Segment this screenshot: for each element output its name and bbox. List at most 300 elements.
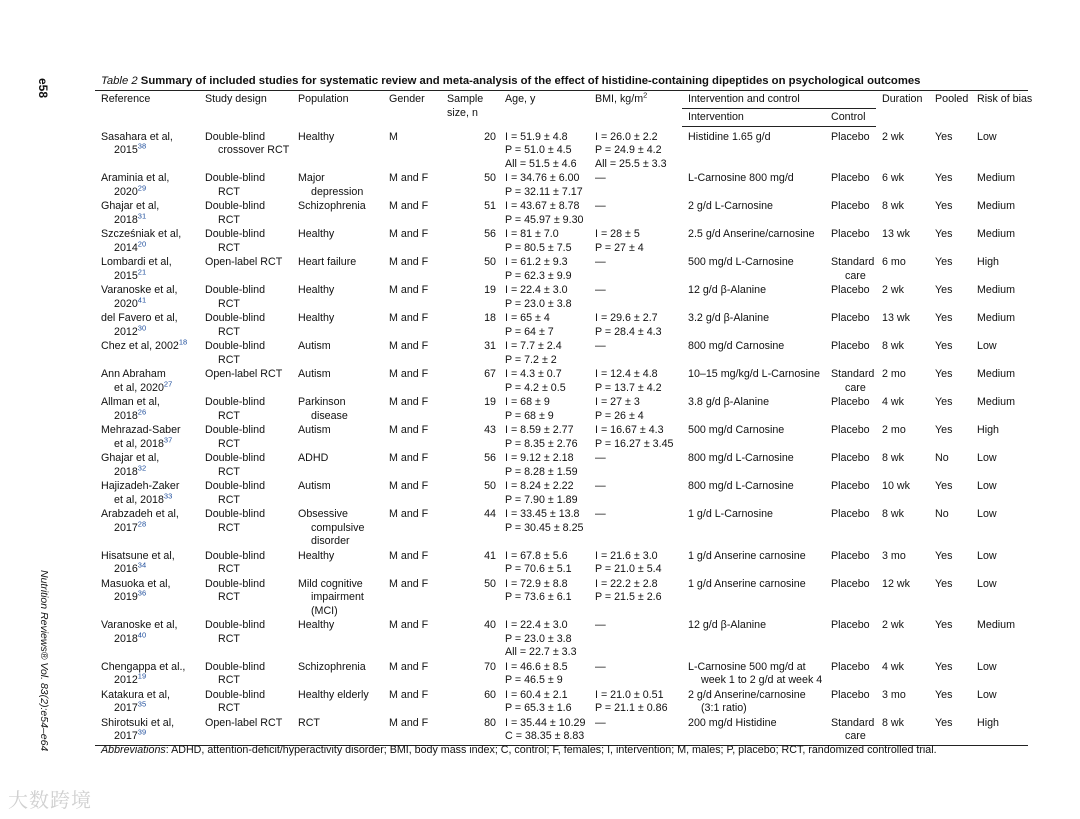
- table-row: [95, 619, 1028, 661]
- cell-control: Placebo: [831, 549, 870, 562]
- citation-link[interactable]: 27: [163, 378, 173, 388]
- cell-gender: M and F: [389, 480, 429, 492]
- col-pooled: Pooled: [929, 91, 971, 127]
- citation-link[interactable]: 19: [137, 671, 147, 681]
- cell-gender: M and F: [389, 228, 429, 240]
- citation-link[interactable]: 35: [137, 699, 147, 709]
- journal-footer: Nutrition Reviews® Vol. 83(2):e54–e64: [38, 570, 50, 752]
- cell-pooled: Yes: [935, 688, 953, 701]
- col-duration: Duration: [876, 91, 929, 127]
- cell-bmi: —: [595, 619, 606, 631]
- cell-gender: M and F: [389, 619, 429, 631]
- citation-link[interactable]: 37: [163, 434, 173, 444]
- col-gender: Gender: [383, 91, 441, 127]
- table-row: [95, 340, 1028, 368]
- cell-reference: Chez et al, 2002$^{18}$: [101, 337, 188, 352]
- cell-study-design: Open-label RCT: [205, 368, 283, 380]
- cell-bmi: —: [595, 452, 606, 464]
- table-row: [95, 368, 1028, 396]
- cell-duration: 2 wk: [882, 284, 904, 296]
- cell-gender: M and F: [389, 424, 429, 436]
- cell-pooled: Yes: [935, 396, 953, 408]
- cell-reference: Hisatsune et al, 2016$^{34}$: [101, 549, 175, 575]
- col-reference: Reference: [95, 91, 199, 127]
- cell-control: Placebo: [831, 396, 870, 408]
- table-row: [95, 284, 1028, 312]
- cell-control: Placebo: [831, 619, 870, 631]
- cell-pooled: Yes: [935, 619, 953, 631]
- cell-control: Placebo: [831, 200, 870, 212]
- cell-study-design: Open-label RCT: [199, 717, 292, 746]
- cell-control: Placebo: [831, 228, 870, 240]
- cell-study-design: Double-blind RCT: [205, 396, 266, 422]
- cell-reference: Lombardi et al, 2015$^{21}$: [101, 256, 172, 282]
- cell-age: I = 35.44 ± 10.29 C = 38.35 ± 8.83: [499, 717, 589, 746]
- cell-control: Placebo: [831, 312, 870, 324]
- cell-gender: M and F: [389, 508, 429, 520]
- cell-risk-of-bias: Low: [977, 452, 997, 464]
- cell-gender: M and F: [389, 368, 429, 380]
- cell-study-design: Open-label RCT: [205, 256, 283, 268]
- table-row: [95, 508, 1028, 550]
- cell-population: Obsessive compulsive disorder: [298, 508, 365, 547]
- cell-pooled: Yes: [935, 312, 953, 324]
- cell-intervention: 2 g/d Anserine/carnosine (3:1 ratio): [688, 688, 806, 714]
- cell-age: I = 72.9 ± 8.8 P = 73.6 ± 6.1: [505, 577, 572, 603]
- caption-text: Summary of included studies for systematic review and meta-analysis of the effect of histidine-containing dipeptides on psychological outcomes: [140, 75, 921, 87]
- cell-reference: Ghajar et al, 2018$^{32}$: [101, 452, 160, 478]
- cell-intervention: 2 g/d L-Carnosine: [688, 200, 773, 212]
- cell-population: Mild cognitive impairment (MCI): [298, 577, 364, 617]
- table-row: [95, 661, 1028, 689]
- cell-duration: 8 wk: [882, 340, 904, 352]
- cell-age: I = 46.6 ± 8.5 P = 46.5 ± 9: [505, 660, 568, 686]
- cell-population: Autism: [298, 480, 331, 492]
- cell-pooled: No: [935, 508, 949, 520]
- citation-link[interactable]: 26: [137, 406, 147, 416]
- cell-gender: M and F: [389, 312, 429, 324]
- cell-age: I = 68 ± 9 P = 68 ± 9: [505, 396, 554, 422]
- table-header: [95, 90, 1033, 127]
- cell-bmi: —: [595, 660, 606, 673]
- cell-risk-of-bias: Low: [977, 549, 997, 562]
- cell-pooled: No: [935, 452, 949, 464]
- cell-duration: 3 mo: [882, 549, 906, 562]
- cell-gender: M and F: [389, 256, 429, 268]
- cell-gender: M and F: [389, 200, 429, 212]
- cell-age: I = 9.12 ± 2.18 P = 8.28 ± 1.59: [505, 452, 578, 478]
- cell-population: RCT: [292, 717, 383, 746]
- cell-reference: Araminia et al, 2020$^{29}$: [101, 172, 170, 198]
- cell-risk-of-bias: Medium: [977, 172, 1016, 184]
- cell-intervention: L-Carnosine 500 mg/d at week 1 to 2 g/d at week 4: [688, 660, 823, 686]
- cell-bmi: —: [589, 717, 682, 746]
- cell-sample-size: 44: [484, 508, 496, 520]
- cell-age: I = 34.76 ± 6.00 P = 32.11 ± 7.17: [505, 172, 583, 198]
- cell-duration: 8 wk: [882, 508, 904, 520]
- cell-reference: Allman et al, 2018$^{26}$: [101, 396, 160, 422]
- cell-risk-of-bias: Medium: [977, 312, 1016, 324]
- cell-sample-size: 43: [484, 424, 496, 436]
- cell-population: Autism: [298, 368, 331, 380]
- cell-intervention: 500 mg/d Carnosine: [688, 424, 785, 436]
- cell-pooled: Yes: [935, 256, 953, 268]
- cell-pooled: Yes: [935, 660, 953, 673]
- cell-risk-of-bias: Low: [977, 688, 997, 701]
- cell-pooled: Yes: [935, 549, 953, 562]
- citation-link[interactable]: 18: [178, 337, 188, 347]
- cell-sample-size: 80: [441, 717, 499, 746]
- abbreviations-label: Abbreviations: [101, 744, 166, 756]
- table-row: [95, 312, 1028, 340]
- col-intervention-and-control: Intervention and control: [682, 91, 876, 109]
- cell-risk-of-bias: Medium: [977, 619, 1016, 631]
- cell-duration: 2 wk: [882, 619, 904, 631]
- cell-bmi: —: [595, 172, 606, 184]
- cell-population: Autism: [298, 340, 331, 352]
- cell-intervention: 200 mg/d Histidine: [682, 717, 825, 746]
- cell-reference: Masuoka et al, 2019$^{36}$: [101, 577, 171, 603]
- cell-study-design: Double-blind RCT: [205, 660, 266, 686]
- cell-pooled: Yes: [935, 172, 953, 184]
- cell-study-design: Double-blind RCT: [205, 424, 266, 450]
- studies-table: [95, 90, 1033, 746]
- cell-sample-size: 56: [484, 228, 496, 240]
- col-population: Population: [292, 91, 383, 127]
- cell-reference: Szcześniak et al, 2014$^{20}$: [101, 228, 182, 254]
- cell-duration: 8 wk: [882, 452, 904, 464]
- cell-control: Placebo: [831, 340, 870, 352]
- col-study-design: Study design: [199, 91, 292, 127]
- cell-bmi: —: [595, 256, 606, 268]
- cell-bmi: I = 29.6 ± 2.7 P = 28.4 ± 4.3: [595, 312, 662, 338]
- cell-intervention: 2.5 g/d Anserine/carnosine: [688, 228, 815, 240]
- cell-pooled: Yes: [935, 284, 953, 296]
- cell-sample-size: 70: [484, 660, 496, 673]
- cell-pooled: Yes: [935, 424, 953, 436]
- table-caption: [101, 75, 1031, 87]
- cell-gender: M and F: [389, 452, 429, 464]
- cell-age: I = 43.67 ± 8.78 P = 45.97 ± 9.30: [505, 200, 584, 226]
- cell-reference: Katakura et al, 2017$^{35}$: [101, 688, 170, 714]
- cell-population: Autism: [298, 424, 331, 436]
- table-body: [95, 127, 1028, 746]
- cell-duration: 8 wk: [876, 717, 929, 746]
- cell-population: Parkinson disease: [298, 396, 348, 422]
- abbreviations-footnote: [101, 744, 1021, 756]
- cell-control: Placebo: [831, 577, 870, 590]
- cell-study-design: Double-blind RCT: [205, 284, 266, 310]
- cell-reference: Ann Abraham et al, 2020$^{27}$: [101, 368, 173, 394]
- citation-link[interactable]: 41: [137, 294, 147, 304]
- cell-duration: 13 wk: [882, 312, 910, 324]
- citation-link[interactable]: 36: [137, 588, 147, 598]
- citation-link[interactable]: 34: [137, 560, 147, 570]
- cell-population: Healthy elderly: [298, 688, 369, 701]
- col-intervention: Intervention: [682, 108, 825, 127]
- col-age: Age, y: [499, 91, 589, 127]
- cell-bmi: I = 27 ± 3 P = 26 ± 4: [595, 396, 644, 422]
- cell-gender: M and F: [389, 284, 429, 296]
- cell-risk-of-bias: High: [977, 424, 999, 436]
- cell-age: I = 61.2 ± 9.3 P = 62.3 ± 9.9: [505, 256, 572, 282]
- citation-link[interactable]: 40: [137, 629, 147, 639]
- cell-study-design: Double-blind RCT: [205, 340, 266, 366]
- cell-study-design: Double-blind RCT: [205, 452, 266, 478]
- cell-study-design: Double-blind RCT: [205, 549, 266, 575]
- cell-intervention: Histidine 1.65 g/d: [688, 131, 771, 143]
- cell-study-design: Double-blind RCT: [205, 200, 266, 226]
- cell-reference: Varanoske et al, 2018$^{40}$: [101, 619, 178, 645]
- citation-link[interactable]: 21: [137, 266, 147, 276]
- cell-population: ADHD: [298, 452, 329, 464]
- cell-bmi: —: [595, 340, 606, 352]
- cell-control: Standard care: [831, 368, 875, 394]
- cell-risk-of-bias: Low: [977, 660, 997, 673]
- cell-age: I = 33.45 ± 13.8 P = 30.45 ± 8.25: [505, 508, 584, 534]
- cell-bmi: —: [595, 508, 606, 520]
- table-row: [95, 424, 1028, 452]
- cell-risk-of-bias: Medium: [977, 228, 1016, 240]
- cell-age: I = 8.24 ± 2.22 P = 7.90 ± 1.89: [505, 480, 578, 506]
- citation-link[interactable]: 28: [137, 518, 147, 528]
- cell-study-design: Double-blind crossover RCT: [205, 130, 290, 156]
- cell-sample-size: 50: [484, 256, 496, 268]
- citation-link[interactable]: 38: [137, 141, 147, 151]
- cell-control: Placebo: [831, 688, 870, 701]
- cell-bmi: I = 16.67 ± 4.3 P = 16.27 ± 3.45: [595, 424, 674, 450]
- cell-age: I = 60.4 ± 2.1 P = 65.3 ± 1.6: [505, 688, 572, 714]
- cell-risk-of-bias: Medium: [977, 284, 1016, 296]
- cell-reference: Sasahara et al, 2015$^{38}$: [101, 130, 173, 156]
- col-control: Control: [825, 108, 876, 127]
- cell-sample-size: 18: [484, 312, 496, 324]
- cell-pooled: Yes: [935, 480, 953, 492]
- cell-sample-size: 67: [484, 368, 496, 380]
- cell-sample-size: 56: [484, 452, 496, 464]
- cell-study-design: Double-blind RCT: [205, 228, 266, 254]
- cell-age: I = 65 ± 4 P = 64 ± 7: [505, 312, 554, 338]
- table-row: [95, 550, 1028, 578]
- cell-gender: M: [389, 130, 398, 143]
- cell-duration: 12 wk: [882, 577, 910, 590]
- cell-age: I = 22.4 ± 3.0 P = 23.0 ± 3.8 All = 22.7 ± 3.3: [505, 619, 577, 658]
- cell-study-design: Double-blind RCT: [205, 172, 266, 198]
- cell-duration: 2 wk: [882, 130, 904, 143]
- cell-duration: 4 wk: [882, 396, 904, 408]
- col-bmi: BMI, $kg/m^2$: [589, 91, 682, 127]
- cell-age: I = 81 ± 7.0 P = 80.5 ± 7.5: [505, 228, 572, 254]
- cell-population: Healthy: [298, 228, 335, 240]
- table-row: [95, 480, 1028, 508]
- cell-intervention: 12 g/d β-Alanine: [688, 619, 767, 631]
- cell-population: Healthy: [298, 130, 335, 143]
- cell-gender: M and F: [389, 688, 429, 701]
- cell-control: Placebo: [831, 508, 870, 520]
- cell-sample-size: 20: [484, 130, 496, 143]
- cell-age: I = 67.8 ± 5.6 P = 70.6 ± 5.1: [505, 549, 572, 575]
- citation-link[interactable]: 32: [137, 462, 147, 472]
- cell-sample-size: 51: [484, 200, 496, 212]
- cell-duration: 2 mo: [882, 424, 906, 436]
- cell-study-design: Double-blind RCT: [205, 688, 266, 714]
- page-number: e58: [36, 78, 50, 99]
- cell-risk-of-bias: Low: [977, 130, 997, 143]
- cell-pooled: Yes: [929, 717, 971, 746]
- cell-population: Healthy: [298, 312, 335, 324]
- cell-control: Placebo: [831, 452, 870, 464]
- cell-risk-of-bias: Low: [977, 480, 997, 492]
- cell-gender: M and F: [389, 396, 429, 408]
- cell-bmi: I = 21.6 ± 3.0 P = 21.0 ± 5.4: [595, 549, 662, 575]
- table-row: [95, 452, 1028, 480]
- table-row: [95, 689, 1028, 717]
- cell-sample-size: 50: [484, 577, 496, 590]
- cell-sample-size: 41: [484, 549, 496, 562]
- col-risk-of-bias: Risk of bias: [971, 91, 1028, 127]
- cell-pooled: Yes: [935, 577, 953, 590]
- cell-gender: M and F: [389, 577, 429, 590]
- cell-sample-size: 60: [484, 688, 496, 701]
- cell-control: Placebo: [831, 284, 870, 296]
- cell-sample-size: 50: [484, 172, 496, 184]
- cell-intervention: 1 g/d L-Carnosine: [688, 508, 773, 520]
- cell-reference: Shirotsuki et al, 2017$^{39}$: [95, 717, 199, 746]
- cell-reference: Arabzadeh et al, 2017$^{28}$: [101, 508, 179, 534]
- cell-reference: del Favero et al, 2012$^{30}$: [101, 312, 178, 338]
- cell-intervention: 800 mg/d L-Carnosine: [688, 480, 794, 492]
- cell-sample-size: 19: [484, 396, 496, 408]
- cell-pooled: Yes: [935, 340, 953, 352]
- col-sample-size: Sample size, n: [441, 91, 499, 127]
- cell-study-design: Double-blind RCT: [205, 577, 266, 603]
- cell-gender: M and F: [389, 340, 429, 352]
- cell-bmi: I = 22.2 ± 2.8 P = 21.5 ± 2.6: [595, 577, 662, 603]
- cell-control: Placebo: [831, 424, 870, 436]
- cell-control: Placebo: [831, 660, 870, 673]
- cell-reference: Chengappa et al., 2012$^{19}$: [101, 660, 186, 686]
- cell-risk-of-bias: Medium: [977, 368, 1016, 380]
- cell-age: I = 7.7 ± 2.4 P = 7.2 ± 2: [505, 340, 562, 366]
- citation-link[interactable]: 39: [137, 727, 147, 737]
- cell-bmi: I = 12.4 ± 4.8 P = 13.7 ± 4.2: [595, 368, 662, 394]
- cell-duration: 13 wk: [882, 228, 910, 240]
- table-row: [95, 256, 1028, 284]
- cell-risk-of-bias: Low: [977, 340, 997, 352]
- table-row: [95, 200, 1028, 228]
- cell-reference: Varanoske et al, 2020$^{41}$: [101, 284, 178, 310]
- cell-risk-of-bias: Low: [977, 577, 997, 590]
- cell-population: Heart failure: [298, 256, 357, 268]
- cell-duration: 10 wk: [882, 480, 910, 492]
- cell-risk-of-bias: Low: [977, 508, 997, 520]
- table-row: [95, 578, 1028, 620]
- cell-study-design: Double-blind RCT: [205, 619, 266, 645]
- cell-reference: Mehrazad-Saber et al, 2018$^{37}$: [101, 424, 181, 450]
- citation-link[interactable]: 30: [137, 322, 147, 332]
- cell-population: Major depression: [298, 172, 364, 198]
- cell-intervention: 3.2 g/d β-Alanine: [688, 312, 770, 324]
- cell-intervention: 12 g/d β-Alanine: [688, 284, 767, 296]
- cell-duration: 6 mo: [882, 256, 906, 268]
- cell-intervention: 500 mg/d L-Carnosine: [688, 256, 794, 268]
- cell-age: I = 22.4 ± 3.0 P = 23.0 ± 3.8: [505, 284, 572, 310]
- citation-link[interactable]: 29: [137, 182, 147, 192]
- table-row: [95, 228, 1028, 256]
- cell-population: Schizophrenia: [298, 660, 366, 673]
- citation-link[interactable]: 20: [137, 238, 147, 248]
- cell-duration: 6 wk: [882, 172, 904, 184]
- cell-risk-of-bias: Medium: [977, 396, 1016, 408]
- cell-intervention: 800 mg/d L-Carnosine: [688, 452, 794, 464]
- cell-reference: Hajizadeh-Zaker et al, 2018$^{33}$: [101, 480, 180, 506]
- cell-sample-size: 19: [484, 284, 496, 296]
- table-row: [95, 717, 1028, 746]
- citation-link[interactable]: 33: [163, 490, 173, 500]
- cell-gender: M and F: [389, 549, 429, 562]
- cell-bmi: —: [595, 200, 606, 212]
- cell-control: Standard care: [825, 717, 876, 746]
- cell-intervention: L-Carnosine 800 mg/d: [688, 172, 794, 184]
- cell-duration: 3 mo: [882, 688, 906, 701]
- cell-population: Healthy: [298, 619, 335, 631]
- table-row: [95, 172, 1028, 200]
- cell-duration: 4 wk: [882, 660, 904, 673]
- cell-reference: Ghajar et al, 2018$^{31}$: [101, 200, 160, 226]
- cell-intervention: 800 mg/d Carnosine: [688, 340, 785, 352]
- cell-bmi: I = 28 ± 5 P = 27 ± 4: [595, 228, 644, 254]
- cell-bmi: I = 26.0 ± 2.2 P = 24.9 ± 4.2 All = 25.5 ± 3.3: [595, 130, 667, 170]
- cell-age: I = 4.3 ± 0.7 P = 4.2 ± 0.5: [505, 368, 566, 394]
- cell-duration: 8 wk: [882, 200, 904, 212]
- cell-study-design: Double-blind RCT: [205, 480, 266, 506]
- cell-sample-size: 50: [484, 480, 496, 492]
- cell-study-design: Double-blind RCT: [205, 312, 266, 338]
- caption-label: Table 2: [101, 75, 138, 87]
- cell-pooled: Yes: [935, 368, 953, 380]
- cell-sample-size: 40: [484, 619, 496, 631]
- abbreviations-text: : ADHD, attention-deficit/hyperactivity disorder; BMI, body mass index; C, control; F, females; I, intervention; M, males; P, placebo; RCT, randomized controlled trial.: [165, 744, 937, 756]
- cell-intervention: 1 g/d Anserine carnosine: [688, 549, 806, 562]
- cell-population: Healthy: [298, 549, 335, 562]
- cell-population: Healthy: [298, 284, 335, 296]
- table-row: [95, 127, 1028, 173]
- cell-sample-size: 31: [484, 340, 496, 352]
- citation-link[interactable]: 31: [137, 210, 147, 220]
- cell-age: I = 8.59 ± 2.77 P = 8.35 ± 2.76: [505, 424, 578, 450]
- cell-risk-of-bias: High: [971, 717, 1028, 746]
- watermark: 大数跨境: [8, 790, 92, 812]
- cell-control: Standard care: [831, 256, 875, 282]
- cell-gender: M and F: [383, 717, 441, 746]
- cell-duration: 2 mo: [882, 368, 906, 380]
- cell-risk-of-bias: High: [977, 256, 999, 268]
- cell-bmi: —: [595, 284, 606, 296]
- cell-intervention: 3.8 g/d β-Alanine: [688, 396, 770, 408]
- cell-gender: M and F: [389, 172, 429, 184]
- cell-pooled: Yes: [935, 200, 953, 212]
- cell-pooled: Yes: [935, 130, 953, 143]
- cell-bmi: —: [595, 480, 606, 492]
- cell-population: Schizophrenia: [298, 200, 366, 212]
- cell-bmi: I = 21.0 ± 0.51 P = 21.1 ± 0.86: [595, 688, 668, 714]
- table-row: [95, 396, 1028, 424]
- cell-control: Placebo: [831, 172, 870, 184]
- cell-control: Placebo: [831, 480, 870, 492]
- cell-study-design: Double-blind RCT: [205, 508, 266, 534]
- cell-pooled: Yes: [935, 228, 953, 240]
- cell-age: I = 51.9 ± 4.8 P = 51.0 ± 4.5 All = 51.5 ± 4.6: [505, 130, 577, 170]
